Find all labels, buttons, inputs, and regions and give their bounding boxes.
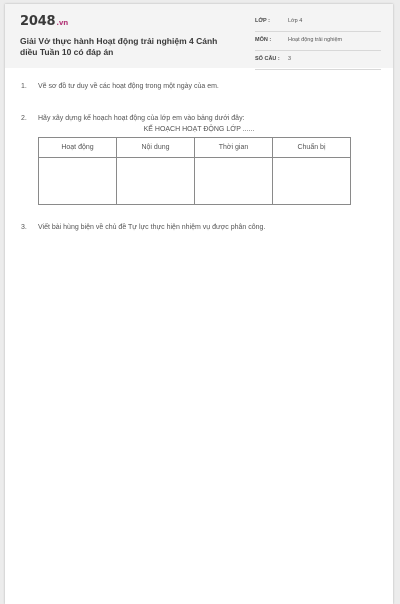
document-title: Giải Vở thực hành Hoạt động trải nghiệm 4 Cánh diều Tuần 10 có đáp án — [20, 36, 218, 57]
question-text: Vẽ sơ đồ tư duy về các hoạt động trong một ngày của em. — [38, 83, 219, 90]
question-3 — [21, 223, 265, 232]
meta-value-class: Lớp 4 — [288, 18, 303, 24]
question-number: 3. — [21, 224, 27, 231]
column-header-time: Thời gian — [195, 138, 273, 158]
site-logo[interactable] — [20, 15, 68, 30]
column-header-content: Nội dung — [117, 138, 195, 158]
logo-main: 2048 — [20, 14, 56, 29]
worksheet-header — [5, 4, 393, 68]
table-header-row — [39, 138, 351, 158]
table-cell — [39, 158, 117, 205]
question-text: Hãy xây dựng kế hoạch hoạt động của lớp em vào bảng dưới đây: — [38, 115, 245, 122]
meta-row-subject — [255, 35, 381, 51]
meta-label-class: LỚP : — [255, 18, 270, 24]
logo-tld: .vn — [56, 19, 68, 27]
activity-plan-table — [38, 137, 351, 205]
question-2 — [21, 114, 245, 123]
meta-value-subject: Hoạt động trải nghiệm — [288, 37, 343, 43]
question-text: Viết bài hùng biện về chủ đề Tự lực thực hiện nhiệm vụ được phân công. — [38, 224, 266, 231]
meta-row-question-count — [255, 54, 381, 70]
meta-value-question-count: 3 — [288, 56, 292, 62]
meta-panel — [255, 16, 381, 73]
table-row — [39, 158, 351, 205]
meta-row-class — [255, 16, 381, 32]
table-caption: KẾ HOẠCH HOẠT ĐỘNG LỚP ...... — [143, 126, 255, 133]
table-cell — [273, 158, 351, 205]
table-cell — [117, 158, 195, 205]
meta-label-subject: MÔN : — [255, 37, 272, 43]
column-header-preparation: Chuẩn bị — [273, 138, 351, 158]
question-number: 1. — [21, 83, 27, 90]
question-number: 2. — [21, 115, 27, 122]
meta-label-question-count: SỐ CÂU : — [255, 56, 280, 62]
question-1 — [21, 82, 219, 91]
table-cell — [195, 158, 273, 205]
worksheet-page — [5, 4, 393, 604]
column-header-activity: Hoạt động — [39, 138, 117, 158]
